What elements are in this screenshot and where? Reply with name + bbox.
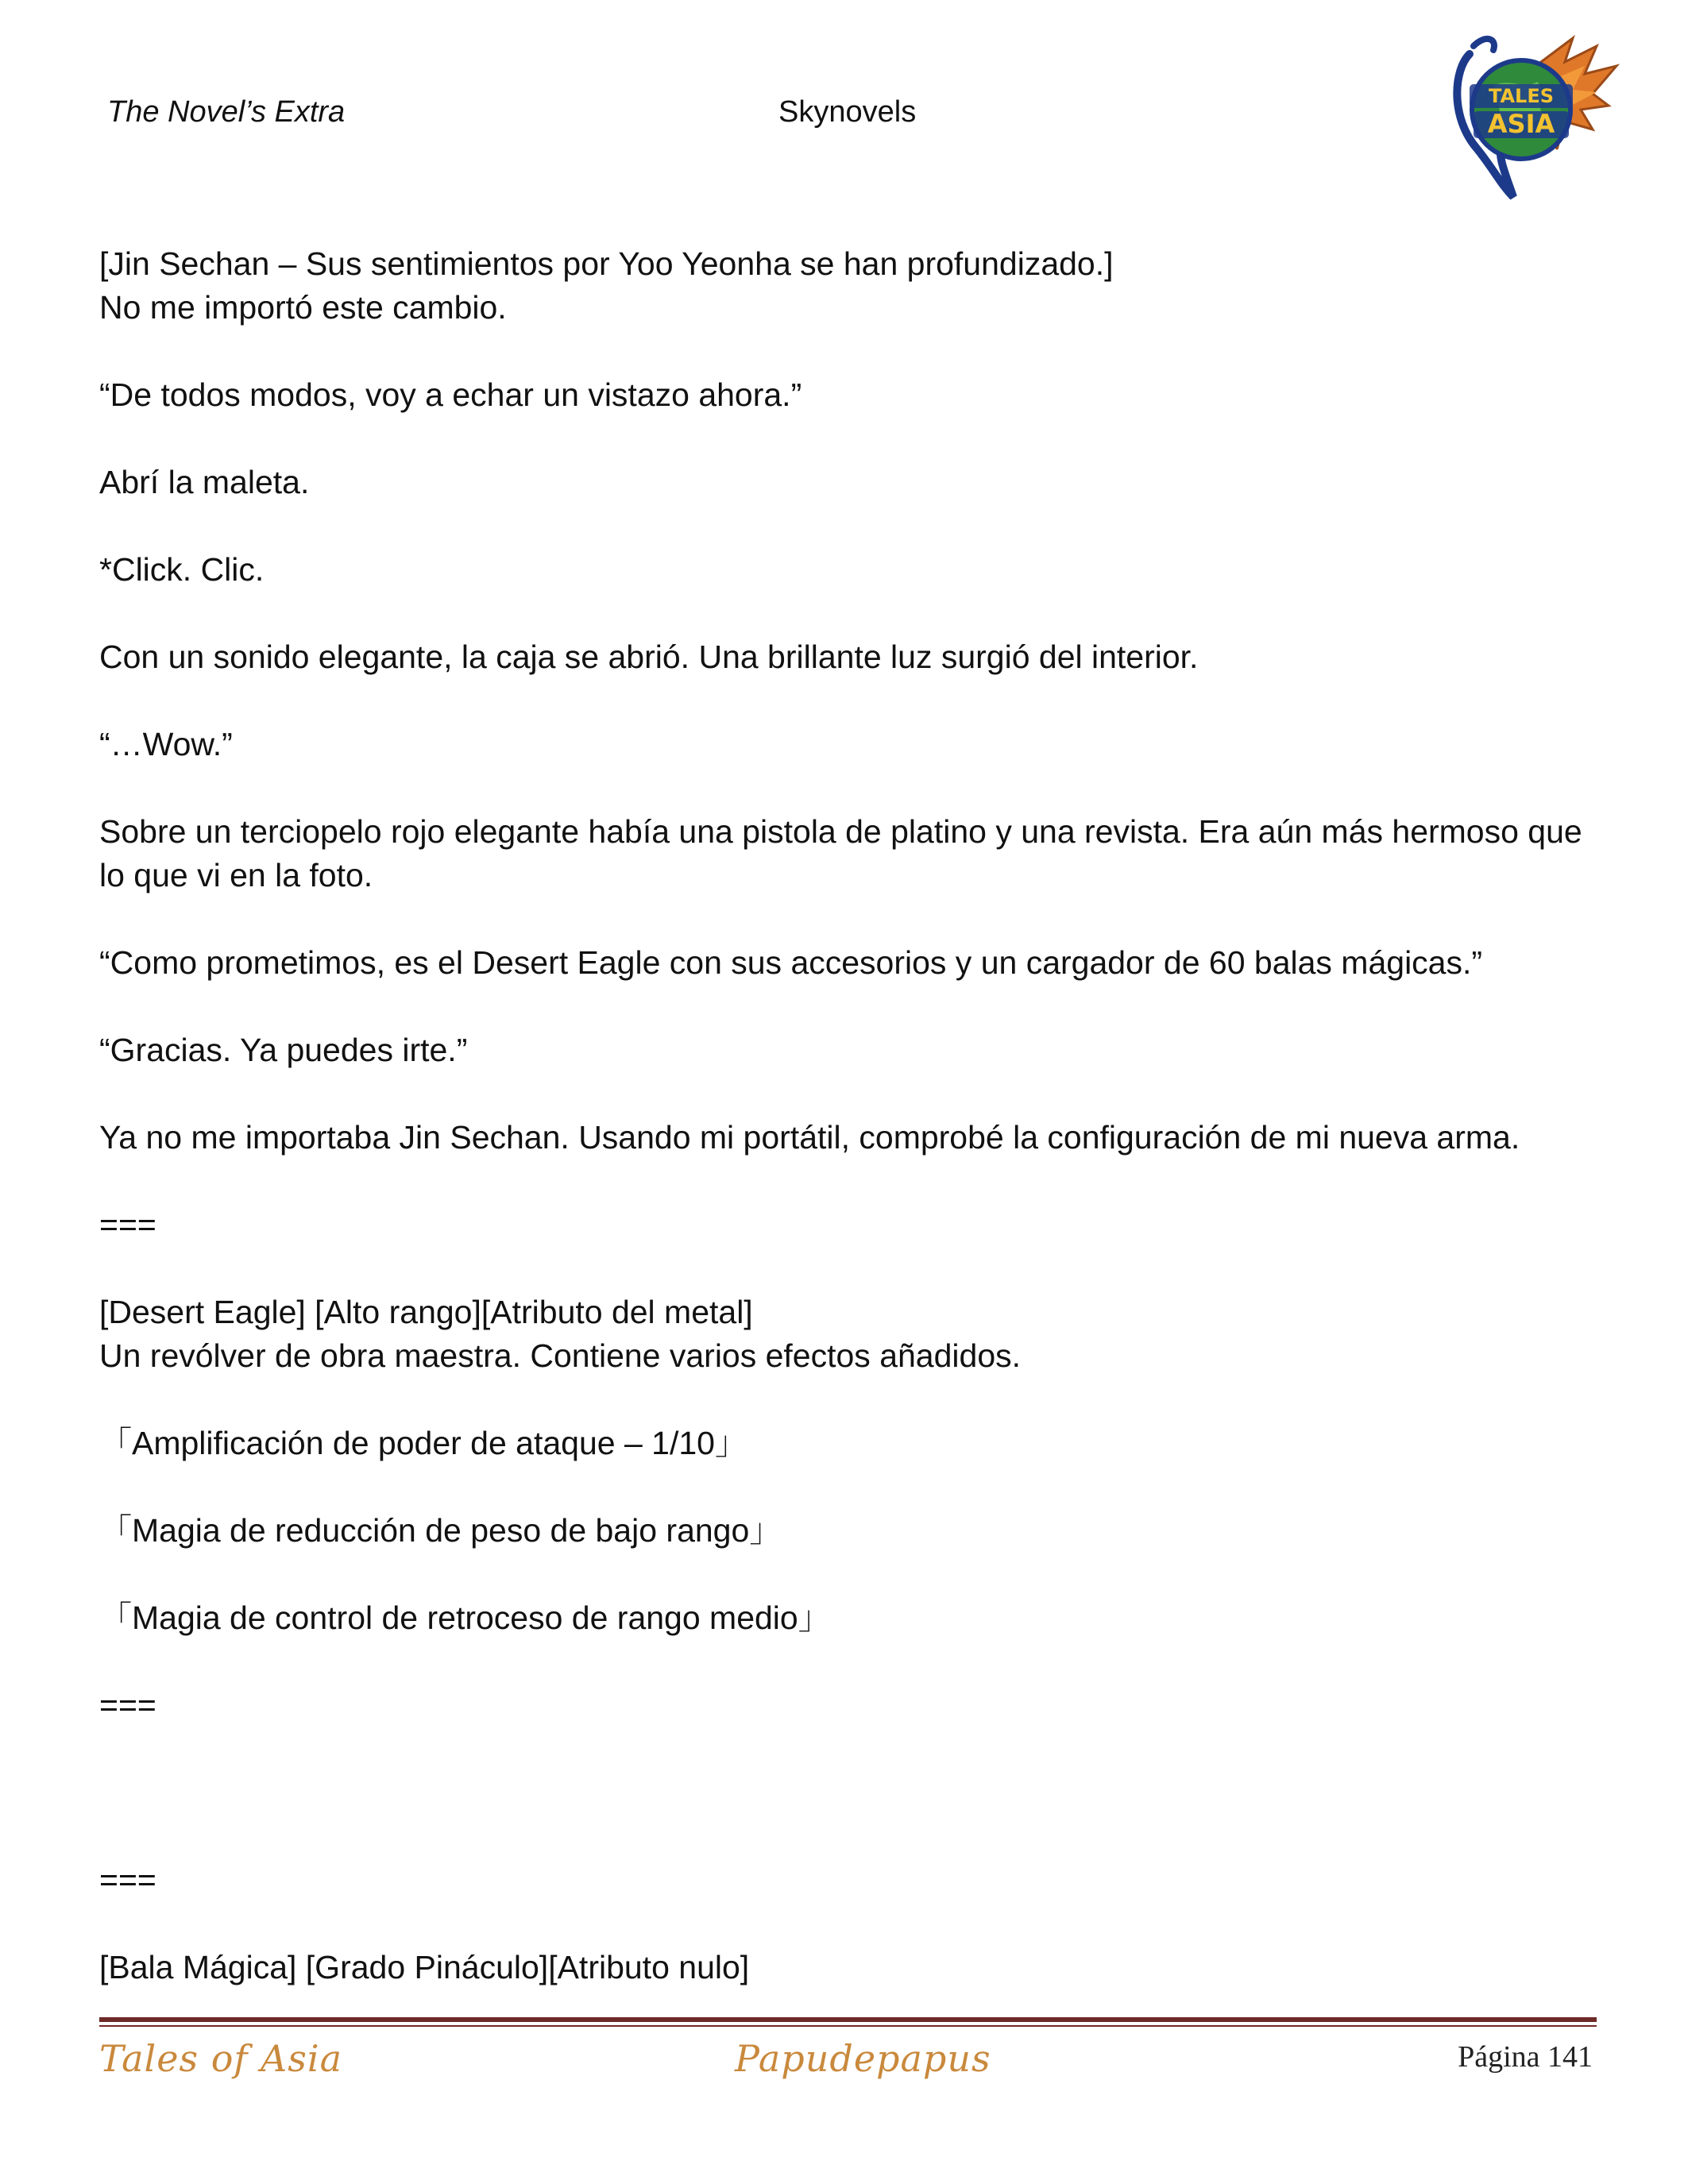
item-header: [Bala Mágica] [Grado Pináculo][Atributo nulo] xyxy=(99,1949,750,1985)
tales-of-asia-logo-icon xyxy=(1438,30,1620,201)
paragraph: “De todos modos, voy a echar un vistazo ahora.” xyxy=(99,376,802,413)
item-header: [Desert Eagle] [Alto rango][Atributo del metal] xyxy=(99,1294,753,1330)
paragraph: Ya no me importaba Jin Sechan. Usando mi portátil, comprobé la configuración de mi nueva arma. xyxy=(99,1119,1520,1156)
item-effect: 「Magia de control de retroceso de rango medio」 xyxy=(99,1599,831,1636)
page-number: Página 141 xyxy=(1458,2040,1593,2074)
item-effect: 「Magia de reducción de peso de bajo rango」 xyxy=(99,1512,782,1549)
separator: === xyxy=(99,1687,156,1723)
footer-rule xyxy=(99,2017,1597,2027)
paragraph: Con un sonido elegante, la caja se abrió. Una brillante luz surgió del interior. xyxy=(99,639,1199,675)
paragraph: Abrí la maleta. xyxy=(99,464,310,500)
item-effect: 「Amplificación de poder de ataque – 1/10」 xyxy=(99,1425,747,1461)
separator: === xyxy=(99,1862,156,1898)
paragraph: No me importó este cambio. xyxy=(99,289,507,326)
chapter-body xyxy=(99,242,1593,1989)
item-description: Un revólver de obra maestra. Contiene varios efectos añadidos. xyxy=(99,1337,1022,1374)
paragraph: Sobre un terciopelo rojo elegante había una pistola de platino y una revista. Era aún más hermoso que lo que vi en la foto. xyxy=(99,813,1592,893)
paragraph: “…Wow.” xyxy=(99,726,233,762)
separator: === xyxy=(99,1206,156,1243)
site-name: Skynovels xyxy=(778,95,917,129)
paragraph: “Gracias. Ya puedes irte.” xyxy=(99,1032,468,1068)
paragraph: *Click. Clic. xyxy=(99,551,265,588)
book-title: The Novel’s Extra xyxy=(107,95,346,129)
logo-text-top: TALES xyxy=(1488,85,1555,107)
paragraph: “Como prometimos, es el Desert Eagle con sus accesorios y un cargador de 60 balas mágicas.” xyxy=(99,944,1483,981)
footer-site-name: Tales of Asia xyxy=(99,2037,343,2080)
footer-translator: Papudepapus xyxy=(735,2037,991,2080)
logo-text-bottom: ASIA xyxy=(1487,109,1555,139)
paragraph: [Jin Sechan – Sus sentimientos por Yoo Yeonha se han profundizado.] xyxy=(99,245,1114,282)
